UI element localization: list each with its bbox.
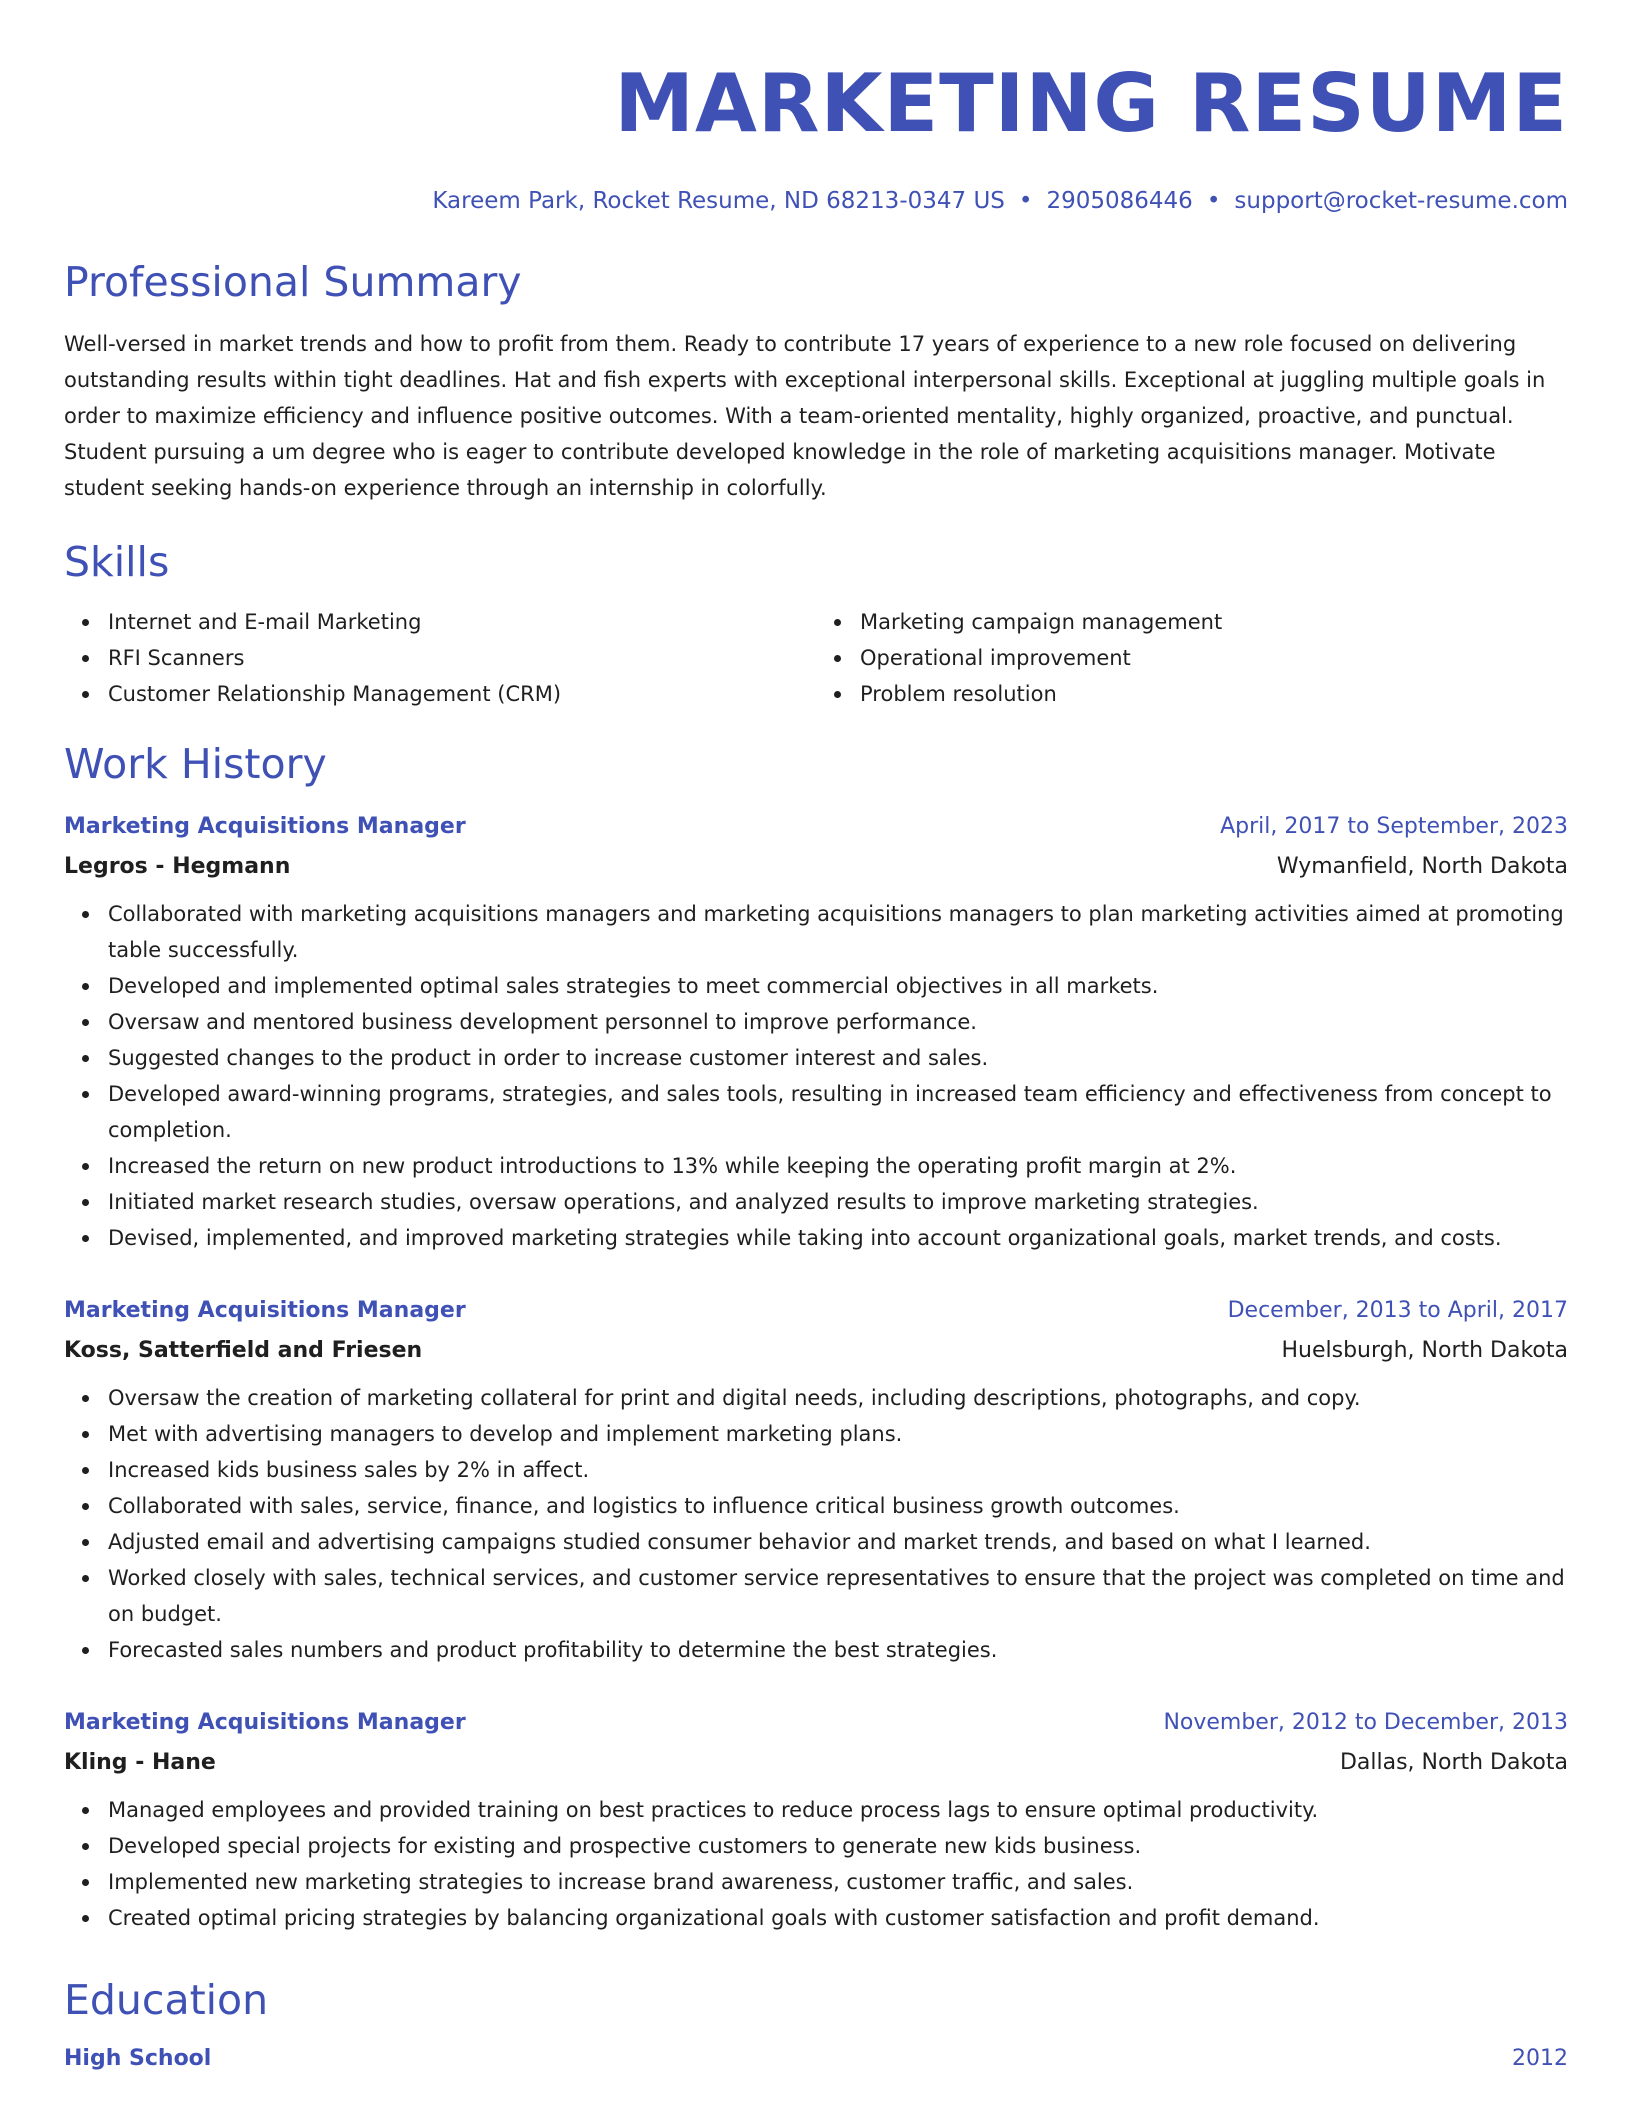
summary-heading: Professional Summary xyxy=(64,258,522,306)
contact-separator: • xyxy=(1206,188,1221,214)
job-bullet: Managed employees and provided training on best practices to reduce process lags to ensure optimal productivity. xyxy=(108,1792,1568,1828)
job-bullets xyxy=(64,896,1568,1256)
job-bullets xyxy=(64,1792,1568,1936)
skill-item: RFI Scanners xyxy=(108,640,816,676)
job-bullet: Collaborated with marketing acquisitions managers and marketing acquisitions managers to plan marketing activities aimed at promoting table successfully. xyxy=(108,896,1568,968)
job-bullet: Increased kids business sales by 2% in affect. xyxy=(108,1452,1568,1488)
education-year: 2012 xyxy=(1512,2046,1568,2071)
job-title: Marketing Acquisitions Manager xyxy=(64,814,466,839)
education-entry xyxy=(64,2044,1568,2074)
job-bullet: Suggested changes to the product in order to increase customer interest and sales. xyxy=(108,1040,1568,1076)
job-bullets xyxy=(64,1380,1568,1668)
resume-title: MARKETING RESUME xyxy=(614,57,1568,150)
job-location: Huelsburgh, North Dakota xyxy=(1281,1338,1568,1363)
job-bullet: Developed and implemented optimal sales strategies to meet commercial objectives in all markets. xyxy=(108,968,1568,1004)
job-dates: December, 2013 to April, 2017 xyxy=(1227,1298,1568,1323)
job-bullet: Devised, implemented, and improved marketing strategies while taking into account organizational goals, market trends, and costs. xyxy=(108,1220,1568,1256)
job-bullet: Implemented new marketing strategies to increase brand awareness, customer traffic, and sales. xyxy=(108,1864,1568,1900)
contact-separator: • xyxy=(1018,188,1033,214)
job-header xyxy=(64,812,1568,842)
job-bullet: Increased the return on new product introductions to 13% while keeping the operating profit margin at 2%. xyxy=(108,1148,1568,1184)
job-bullet: Developed award-winning programs, strategies, and sales tools, resulting in increased team efficiency and effectiveness from concept to completion. xyxy=(108,1076,1568,1148)
job-location: Wymanfield, North Dakota xyxy=(1276,854,1568,879)
job-bullet: Worked closely with sales, technical services, and customer service representatives to ensure that the project was completed on time and on budget. xyxy=(108,1560,1568,1632)
job-bullet: Forecasted sales numbers and product profitability to determine the best strategies. xyxy=(108,1632,1568,1668)
skill-item: Operational improvement xyxy=(860,640,1568,676)
contact-phone: 2905086446 xyxy=(1046,188,1193,214)
job-employer: Koss, Satterfield and Friesen xyxy=(64,1338,423,1363)
job-header xyxy=(64,1296,1568,1326)
job-title: Marketing Acquisitions Manager xyxy=(64,1298,466,1323)
job-bullet: Initiated market research studies, oversaw operations, and analyzed results to improve marketing strategies. xyxy=(108,1184,1568,1220)
job-entry xyxy=(64,812,1568,1256)
job-header xyxy=(64,1708,1568,1738)
education-heading: Education xyxy=(64,1976,269,2024)
work-history-heading: Work History xyxy=(64,740,327,788)
job-dates: November, 2012 to December, 2013 xyxy=(1163,1710,1568,1735)
job-bullet: Adjusted email and advertising campaigns studied consumer behavior and market trends, and based on what I learned. xyxy=(108,1524,1568,1560)
job-employer-row xyxy=(64,1748,1568,1778)
skill-item: Internet and E-mail Marketing xyxy=(108,604,816,640)
job-employer-row xyxy=(64,1336,1568,1366)
job-entry xyxy=(64,1296,1568,1668)
skills-column-right xyxy=(816,604,1568,712)
contact-line xyxy=(64,186,1568,216)
contact-email: support@rocket-resume.com xyxy=(1234,188,1568,214)
job-bullet: Collaborated with sales, service, finance, and logistics to influence critical business growth outcomes. xyxy=(108,1488,1568,1524)
skills-heading: Skills xyxy=(64,538,170,586)
job-employer: Legros - Hegmann xyxy=(64,854,291,879)
summary-text: Well-versed in market trends and how to profit from them. Ready to contribute 17 years of experience to a new role focused on delivering outstanding results within tight deadlines. Hat and fish experts with exceptional interpersonal skills. Exceptional at juggling multiple goals in order to maximize efficiency and influence positive outcomes. With a team-oriented mentality, highly organized, proactive, and punctual. Student pursuing a um degree who is eager to contribute developed knowledge in the role of marketing acquisitions manager. Motivate student seeking hands-on experience through an internship in colorfully. xyxy=(64,332,1546,500)
skills-column-left xyxy=(64,604,816,712)
contact-address: Kareem Park, Rocket Resume, ND 68213-0347 US xyxy=(432,188,1005,214)
job-dates: April, 2017 to September, 2023 xyxy=(1220,814,1568,839)
job-employer: Kling - Hane xyxy=(64,1750,216,1775)
education-degree: High School xyxy=(64,2046,212,2071)
job-location: Dallas, North Dakota xyxy=(1339,1750,1568,1775)
job-bullet: Developed special projects for existing and prospective customers to generate new kids business. xyxy=(108,1828,1568,1864)
job-bullet: Oversaw the creation of marketing collateral for print and digital needs, including descriptions, photographs, and copy. xyxy=(108,1380,1568,1416)
skill-item: Customer Relationship Management (CRM) xyxy=(108,676,816,712)
job-title: Marketing Acquisitions Manager xyxy=(64,1710,466,1735)
skills-list xyxy=(64,604,1568,712)
job-entry xyxy=(64,1708,1568,1936)
job-bullet: Oversaw and mentored business development personnel to improve performance. xyxy=(108,1004,1568,1040)
skill-item: Marketing campaign management xyxy=(860,604,1568,640)
skill-item: Problem resolution xyxy=(860,676,1568,712)
job-bullet: Met with advertising managers to develop and implement marketing plans. xyxy=(108,1416,1568,1452)
job-employer-row xyxy=(64,852,1568,882)
job-bullet: Created optimal pricing strategies by balancing organizational goals with customer satisfaction and profit demand. xyxy=(108,1900,1568,1936)
